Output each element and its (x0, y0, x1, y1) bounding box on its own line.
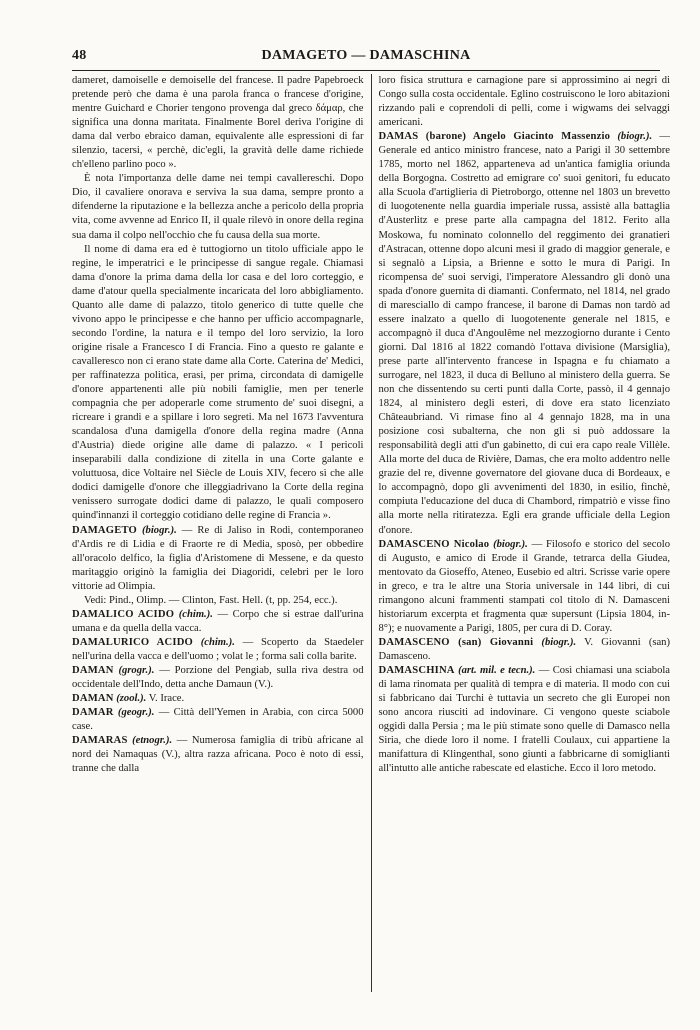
dictionary-entry (379, 538, 671, 636)
dictionary-entry (72, 524, 364, 594)
entry-category: (chim.). (200, 636, 235, 648)
entry-body: V. Giovanni (san) Damasceno. (378, 636, 670, 662)
paragraph: dameret, damoiselle e demoiselle del francese. Il padre Papebroeck pretende però che dama è una parola franca o francese d'origine, mentre Guichard e Chorier tengono provenga dal greco δάμαρ, che significa una donna maritata. Finalmente Borel deriva l'origine di dama dal verbo ebraico daman, equivalente alle espressioni di far silenzio, tacersi, « perchè, dic'egli, la gravità delle dame richiede ch'elleno parlino poco ». (72, 75, 364, 171)
entry-body: — Generale ed antico ministro francese, nato a Parigi il 30 settembre 1785, morto nel 1862, apparteneva ad un'antica famiglia oriunda della Borgogna. Costretto ad emigrare co' suoi genitori, fu educato alla Scuola d'artiglieria di Pietroborgo, ottenne nel 1803 un brevetto di luogotenente nella guardia imperiale russa, assistè alla battaglia d'Austerlitz e prese parte alla campagna del 1812. Ferito alla Moskowa, fu nominato colonnello del reggimento dei granatieri d'Astracan, ottenne dopo alcuni mesi il grado di maggior generale, e si segnalò a Lipsia, a Brienne e sotto le mura di Parigi. In ricompensa de' suoi servigi, l'imperatore Alessandro gli donò una spada d'onore guernita di diamanti. Confermato, nel 1814, nel grado di maresciallo di campo francese, il barone di Damas non tardò ad essere inalzato a quello di luogotenente generale nel 1815, e accompagnò il duca d'Angoulême nel mezzogiorno durante i Cento giorni. Dal 1816 al 1822 comandò l'ottava divisione (Marsiglia), prese parte all'intervento francese in Ispagna e fu chiamato a surrogare, nel 1823, il duca di Belluno al ministero della guerra. Se non che dissentendo su certi punti dalla Corte, passò, il 4 gennajo 1824, al ministero degli esteri, di dove era stato licenziato Châteaubriand. Vi rimase fino al 4 gennajo 1828, ma in una posizione così subalterna, che non gli si può addossare la responsabilità degli atti d'un gabinetto, di cui era capo reale Villèle. Alla morte del duca de Rivière, Damas, che era molto addentro nelle grazie del re, divenne governatore del giovane duca di Bordeaux, e lo accompagnò, dopo gli avvenimenti del 1830, in esilio, finchè, compiuta l'educazione del duca di Chambord, rimpatriò e visse fino alla morte nella ritiratezza. Egli era grande ufficiale della Legion d'onore. (378, 131, 670, 536)
right-column (372, 74, 671, 992)
entry-body: — Corpo che si estrae dall'urina umana e da quella della vacca. (72, 608, 364, 634)
text-columns (72, 74, 670, 992)
dictionary-entry (72, 608, 364, 636)
entry-category: (biogr.). (142, 524, 177, 536)
entry-headword: DAMAN (72, 693, 114, 705)
dictionary-entry (379, 636, 671, 664)
entry-body: V. Irace. (146, 693, 185, 705)
entry-category: (chim.). (178, 608, 213, 620)
entry-headword: DAMASCHINA (378, 664, 455, 676)
entry-headword: DAMASCENO (san) Giovanni (378, 636, 534, 648)
dictionary-entry (72, 664, 364, 692)
entry-body: — Città dell'Yemen in Arabia, con circa 5000 case. (72, 707, 364, 733)
dictionary-entry (72, 636, 364, 664)
entry-headword: DAMAR (72, 707, 114, 719)
paragraph: Il nome di dama era ed è tuttogiorno un titolo ufficiale appo le regine, le imperatrici e le principesse di sangue regale. Chiamasi dama d'onore la prima dama della lor casa e del loro corteggio, e dame d'atour quella specialmente incaricata del loro abbigliamento. Quanto alle dame di palazzo, titolo generico di tutte quelle che vivono appo le principesse e che hanno per ufficio accompagnarle, secondo l'ordine, la natura e il tempo del loro servizio, la loro origine risale a Francesco I di Francia. Fino a questo re galante e cavalleresco non ci erano state dame alla Corte. Caterina de' Medici, per raffinatezza politica, erasi, per prima, circondata di damigelle d'onore appartenenti alle più nobili famiglie, men per tenerle compagnia che per adoperarle come strumento de' suoi disegni, a ricreare i grandi e a spillare i loro segreti. Ma nel 1673 l'avventura scandalosa d'una damigella d'onore della regina madre (Anna d'Austria) diede origine alle dame di palazzo. « I pericoli inseparabili dalla condizione di zitella in una Corte galante e voluttuosa, dice Voltaire nel Siècle de Louis XIV, fecero sì che alle dodici damigelle d'onore che illeggiadrivano la Corte della regina venissero surrogate dodici dame di palazzo, le quali composero quind'innanzi il corteggio cotidiano delle regine di Francia ». (72, 243, 364, 522)
entry-body: — Così chiamasi una sciabola di lama rinomata per qualità di tempra e di materia. Il modo con cui si fabbricano dai Turchi è tuttavia un secreto che gli Europei non sono ancora riusciti ad indovinare. Ci vengono queste sciabole oggidì dalla Persia ; ma le più stimate sono quelle di Damasco nella Siria, che diede loro il nome. I fratelli Coulaux, cui appartiene la manifattura di Klingenthal, sono giunti a fabbricarne di somiglianti all'intutto alle antiche rabescate ed elastiche. Ecco il loro metodo. (378, 664, 670, 775)
entry-body: — Re di Jaliso in Rodi, contemporaneo d'Ardis re di Lidia e di Fraorte re di Media, sposò, per obbedire all'oracolo delfico, la figlia d'Aristomene di Messene, e da questo maritaggio originò la famiglia dei Diagoridi, celebri per le loro vittorie ad Olimpia. (72, 524, 364, 592)
dictionary-entry (379, 130, 671, 537)
header-rule (72, 70, 660, 71)
entry-category: (biogr.). (617, 131, 653, 143)
entry-headword: DAMALICO ACIDO (72, 608, 175, 620)
entry-body: — Filosofo e storico del secolo di Augusto, e amico di Erode il Grande, tetrarca della Giudea, mentovato da Gioseffo, Ateneo, Eusebio ed altri. Scrisse varie opere in greco, e tra le altre una Storia universale in 144 libri, di cui rimangono alcuni frammenti stampati col titolo di N. Damasceni historiarum excerpta et fragmenta quæ supersunt (Lipsia 1804, in-8°); e nuovamente a Parigi, 1805, per cura di D. Coray. (378, 538, 670, 634)
entry-headword: DAMASCENO Nicolao (378, 538, 490, 550)
dictionary-entry (72, 734, 364, 776)
entry-category: (geogr.). (117, 707, 155, 719)
paragraph: Vedi: Pind., Olimp. — Clinton, Fast. Hell. (t, pp. 254, ecc.). (84, 594, 338, 606)
page-header (72, 44, 660, 68)
entry-category: (biogr.). (541, 636, 577, 648)
entry-headword: DAMALURICO ACIDO (72, 636, 193, 648)
entry-headword: DAMAS (barone) Angelo Giacinto Massenzio (378, 131, 611, 143)
dictionary-entry (72, 692, 364, 706)
left-column (72, 74, 371, 992)
entry-category: (grogr.). (118, 664, 155, 676)
entry-category: (art. mil. e tecn.). (458, 664, 536, 676)
running-title: DAMAGETO — DAMASCHINA (261, 48, 471, 63)
entry-headword: DAMAN (72, 664, 114, 676)
entry-category: (etnogr.). (132, 735, 173, 747)
dictionary-entry (379, 664, 671, 776)
entry-headword: DAMAGETO (72, 524, 137, 536)
entry-headword: DAMARAS (72, 735, 128, 747)
entry-category: (zool.). (116, 693, 147, 705)
entry-body: — Numerosa famiglia di tribù africane al nord dei Namaquas (V.), altra razza africana. Poco è noto di essi, tranne che dalla (72, 735, 364, 775)
page-number: 48 (72, 48, 87, 63)
paragraph: È nota l'importanza delle dame nei tempi cavallereschi. Dopo Dio, il cavaliere onorava e serviva la sua dama, sempre pronto a difenderne la riputazione e la bellezza anche a pericolo della propria vita, come avvenne ad Enrico II, il quale rilevò in onore della regina sua dama il colpo nell'occhio che fu causa della sua morte. (72, 173, 364, 241)
entry-body: — Porzione del Pengiab, sulla riva destra od occidentale dell'Indo, detta anche Damaun (V.). (72, 664, 364, 691)
paragraph: loro fisica struttura e carnagione pare si approssimino ai negri di Congo sulla costa occidentale. Eglino costruiscono le loro abitazioni rizzando pali e coprendoli di pelli, come i wigwams dei selvaggi americani. (378, 75, 670, 129)
dictionary-entry (72, 706, 364, 734)
entry-category: (biogr.). (493, 538, 528, 550)
entry-body: — Scoperto da Staedeler nell'urina della vacca e dell'uomo ; volat le ; forma sali colla barite. (72, 636, 364, 662)
